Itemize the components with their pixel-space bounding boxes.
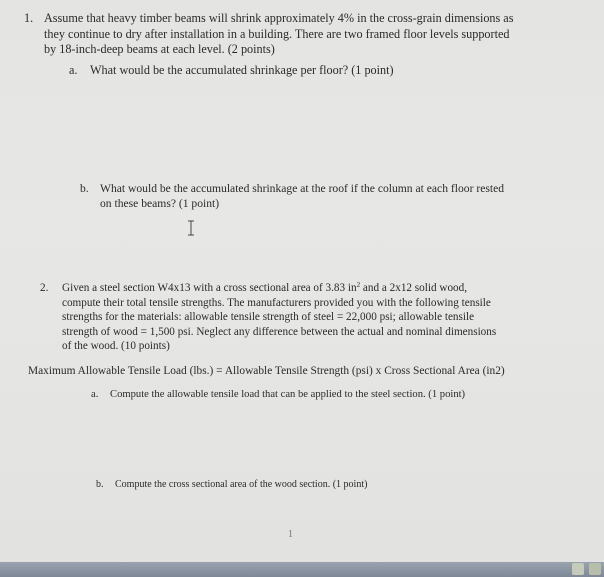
question-1b-text bbox=[100, 181, 504, 211]
question-2-line: compute their total tensile strengths. The manufacturers provided you with the following tensile bbox=[62, 296, 491, 309]
tensile-load-formula: Maximum Allowable Tensile Load (lbs.) = Allowable Tensile Strength (psi) x Cross Sectional Area (in2) bbox=[28, 365, 505, 377]
question-2-text bbox=[62, 281, 496, 354]
question-2a-text: Compute the allowable tensile load that can be applied to the steel section. (1 point) bbox=[110, 389, 466, 400]
question-1-line: Assume that heavy timber beams will shrink approximately 4% in the cross-grain dimensions as bbox=[44, 11, 514, 25]
question-2-line: strengths for the materials: allowable tensile strength of steel = 22,000 psi; allowable tensile bbox=[62, 311, 475, 324]
question-1a-text: What would be the accumulated shrinkage per floor? (1 point) bbox=[90, 63, 394, 77]
question-1-line: they continue to dry after installation in a building. There are two framed floor levels supported bbox=[44, 26, 510, 41]
question-2-line bbox=[62, 281, 496, 296]
question-1b-line: What would be the accumulated shrinkage at the roof if the column at each floor rested bbox=[100, 182, 505, 195]
question-2-line: of the wood. (10 points) bbox=[62, 340, 170, 353]
question-2-line: strength of wood = 1,500 psi. Neglect any difference between the actual and nominal dimensions bbox=[62, 325, 497, 338]
question-1-number: 1. bbox=[24, 11, 34, 25]
question-2a-label: a. bbox=[91, 389, 99, 400]
question-2b-label: b. bbox=[96, 479, 104, 490]
question-2b-text: Compute the cross sectional area of the wood section. (1 point) bbox=[115, 479, 368, 490]
taskbar bbox=[0, 562, 604, 577]
app-icon[interactable] bbox=[589, 563, 601, 575]
superscript: 2 bbox=[356, 281, 361, 289]
question-2-line-text: and a 2x12 solid wood, bbox=[360, 282, 468, 294]
page-number: 1 bbox=[288, 529, 293, 540]
question-1b-line: on these beams? (1 point) bbox=[100, 197, 220, 210]
question-2-number: 2. bbox=[40, 282, 49, 294]
question-1a-label: a. bbox=[69, 63, 78, 77]
question-1b-label: b. bbox=[80, 182, 89, 195]
text-cursor-icon bbox=[186, 220, 196, 236]
question-2-line-text: Given a steel section W4x13 with a cross sectional area of 3.83 in bbox=[62, 282, 357, 294]
calculator-icon[interactable] bbox=[572, 563, 584, 575]
question-1-line: by 18-inch-deep beams at each level. (2 points) bbox=[44, 42, 275, 56]
question-1-text bbox=[44, 11, 513, 58]
